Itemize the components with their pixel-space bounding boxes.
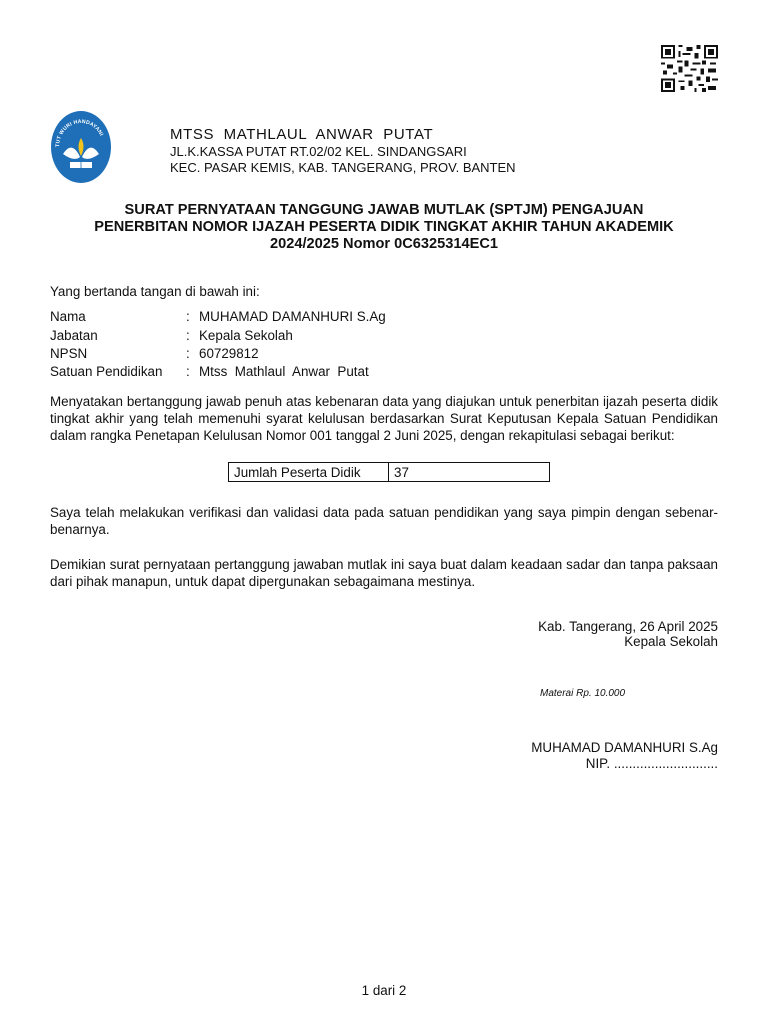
identity-row-name xyxy=(50,308,386,325)
identity-value: MUHAMAD DAMANHURI S.Ag xyxy=(199,309,386,324)
school-address-line1: JL.K.KASSA PUTAT RT.02/02 KEL. SINDANGSARI xyxy=(170,144,467,159)
statement-paragraph: Menyatakan bertanggung jawab penuh atas kebenaran data yang diajukan untuk penerbitan ijazah peserta didik tingkat akhir yang telah memenuhi syarat kelulusan berdasarkan Surat Keputusan Kepala Satuan Pendidikan dalam rangka Penetapan Kelulusan Nomor 001 tanggal 2 Juni 2025, dengan rekapitulasi sebagai berikut: xyxy=(50,394,718,443)
signer-nip: NIP. ............................ xyxy=(585,756,718,771)
identity-separator: : xyxy=(186,309,190,324)
identity-row-position xyxy=(50,327,293,344)
title-line3: 2024/2025 Nomor 0C6325314EC1 xyxy=(270,236,498,252)
identity-row-unit xyxy=(50,363,369,380)
school-name: MTSS MATHLAUL ANWAR PUTAT xyxy=(170,126,434,143)
identity-separator: : xyxy=(186,364,190,379)
identity-value: Mtss Mathlaul Anwar Putat xyxy=(199,364,369,379)
identity-label: Satuan Pendidikan xyxy=(50,364,163,379)
identity-separator: : xyxy=(186,328,190,343)
school-address-line2: KEC. PASAR KEMIS, KAB. TANGERANG, PROV. BANTEN xyxy=(170,160,516,175)
tut-wuri-handayani-logo xyxy=(50,110,112,184)
identity-separator: : xyxy=(186,346,190,361)
closing-paragraph: Demikian surat pernyataan pertanggung jawaban mutlak ini saya buat dalam keadaan sadar dan tanpa paksaan dari pihak manapun, untuk dapat dipergunakan sebagaimana mestinya. xyxy=(50,557,718,589)
recap-value: 37 xyxy=(389,463,550,482)
page-number: 1 dari 2 xyxy=(361,983,407,998)
identity-label: Jabatan xyxy=(50,328,98,343)
identity-value: Kepala Sekolah xyxy=(199,328,293,343)
logo-text: TUT WURI HANDAYANI xyxy=(54,118,105,148)
title-line1: SURAT PERNYATAAN TANGGUNG JAWAB MUTLAK (SPTJM) PENGAJUAN xyxy=(124,202,644,218)
recap-table xyxy=(228,462,550,482)
table-row xyxy=(229,463,550,482)
document-title xyxy=(40,202,728,253)
signature-position: Kepala Sekolah xyxy=(624,634,718,649)
signer-name: MUHAMAD DAMANHURI S.Ag xyxy=(531,740,718,755)
identity-value: 60729812 xyxy=(199,346,259,361)
identity-row-npsn xyxy=(50,345,259,362)
intro-text: Yang bertanda tangan di bawah ini: xyxy=(50,284,260,299)
materai-note: Materai Rp. 10.000 xyxy=(540,688,626,699)
verification-paragraph: Saya telah melakukan verifikasi dan validasi data pada satuan pendidikan yang saya pimpin dengan sebenar-benarnya. xyxy=(50,505,718,537)
identity-label: NPSN xyxy=(50,346,88,361)
recap-label: Jumlah Peserta Didik xyxy=(229,463,389,482)
school-header xyxy=(170,126,516,176)
signature-place-date: Kab. Tangerang, 26 April 2025 xyxy=(538,619,718,634)
title-line2: PENERBITAN NOMOR IJAZAH PESERTA DIDIK TINGKAT AKHIR TAHUN AKADEMIK xyxy=(94,219,674,235)
qr-code-icon xyxy=(661,45,718,92)
identity-label: Nama xyxy=(50,309,86,324)
